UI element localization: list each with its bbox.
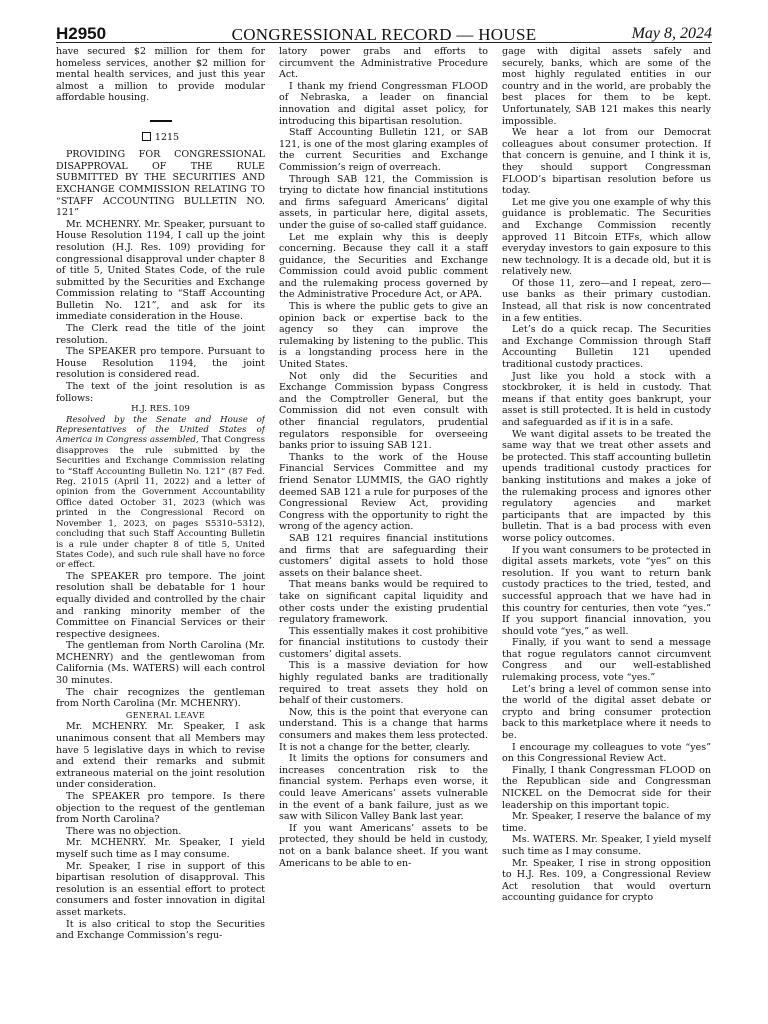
paragraph: The Clerk read the title of the joint resolution. — [56, 323, 265, 346]
paragraph: latory power grabs and efforts to circumvent the Administrative Procedure Act. — [279, 46, 488, 81]
paragraph: Mr. Speaker, I reserve the balance of my time. — [502, 811, 711, 834]
paragraph: Mr. Speaker, I rise in support of this bipartisan resolution of disapproval. This resolution is an essential effort to protect consumers and foster innovation in digital asset markets. — [56, 860, 265, 918]
paragraph: Just like you hold a stock with a stockbroker, it is held in custody. That means if that entity goes bankrupt, your asset is still protected. It is held in custody and safeguarded as if it is in a safe. — [502, 370, 711, 428]
column-3 — [502, 46, 711, 1008]
paragraph: Let me explain why this is deeply concerning. Because they call it a staff guidance, the Securities and Exchange Commission could avoid public comment and the rulemaking process governed by the Administrative Procedure Act, or APA. — [279, 231, 488, 301]
paragraph: We want digital assets to be treated the same way that we treat other assets and be protected. This staff accounting bulletin upends traditional custody practices for banking institutions and makes a joke of the rulemaking process and ignores other regulatory agencies and market participants that are impacted by this bulletin. That is a bad process with even worse policy outcomes. — [502, 428, 711, 544]
paragraph: Ms. WATERS. Mr. Speaker, I yield myself such time as I may consume. — [502, 834, 711, 857]
header-rule — [56, 42, 712, 43]
paragraph: The chair recognizes the gentleman from North Carolina (Mr. MCHENRY). — [56, 686, 265, 710]
paragraph: I encourage my colleagues to vote “yes” on this Congressional Review Act. — [502, 741, 711, 765]
paragraph: We hear a lot from our Democrat colleagues about consumer protection. If that concern is genuine, and I think it is, they should support Congressman FLOOD’s bipartisan resolution before us today. — [502, 127, 711, 197]
square-icon — [142, 132, 151, 141]
paragraph: There was no objection. — [66, 825, 182, 837]
resolution-text — [56, 415, 265, 571]
paragraph: It is also critical to stop the Securities and Exchange Commission’s regu- — [56, 918, 265, 942]
paragraph: Of those 11, zero—and I repeat, zero—use banks as their primary custodian. Instead, all that risk is now concentrated in a few entities. — [502, 277, 711, 324]
page-number: H2950 — [56, 24, 107, 43]
section-number: 1215 — [154, 131, 180, 143]
paragraph: This essentially makes it cost prohibitive for financial institutions to custody their customers’ digital assets. — [279, 625, 488, 660]
paragraph: Let’s do a quick recap. The Securities and Exchange Commission through Staff Accounting Bulletin 121 upended traditional custody practices. — [502, 324, 711, 371]
paragraph: I thank my friend Congressman FLOOD of Nebraska, a leader on financial innovation and digital asset policy, for introducing this bipartisan resolution. — [279, 80, 488, 127]
paragraph: This is a massive deviation for how highly regulated banks are traditionally required to treat assets they hold on behalf of their customers. — [279, 660, 488, 707]
text-columns — [56, 46, 712, 1008]
paragraph: That means banks would be required to take on significant capital liquidity and other costs under the existing prudential regulatory framework. — [279, 579, 488, 626]
paragraph: Finally, I thank Congressman FLOOD on the Republican side and Congressman NICKEL on the Democrat side for their leadership on this important topic. — [502, 764, 711, 811]
resolution-title: H.J. RES. 109 — [131, 404, 190, 415]
resolution-enacting-clause: Resolved by the Senate and House of Representatives of the United States of America in Congress assembled, — [56, 414, 265, 446]
paragraph: Let’s bring a level of common sense into the world of the digital asset debate or crypto and bring consumer protection back to this marketplace where it needs to be. — [502, 683, 711, 742]
paragraph: The SPEAKER pro tempore. The joint resolution shall be debatable for 1 hour equally divided and controlled by the chair and ranking minority member of the Committee on Financial Services or their respective designees. — [56, 570, 265, 640]
paragraph: Staff Accounting Bulletin 121, or SAB 121, is one of the most glaring examples of the current Securities and Exchange Commission’s reign of overreach. — [279, 127, 488, 173]
column-1 — [56, 46, 265, 1008]
section-marker — [56, 132, 265, 144]
section-heading: PROVIDING FOR CONGRESSIONAL DISAPPROVAL OF THE RULE SUBMITTED BY THE SECURITIES AND EXCHANGE COMMISSION RELATING TO “STAFF ACCOUNTING BULLETIN NO. 121” — [56, 149, 265, 219]
paragraph: It limits the options for consumers and increases concentration risk to the financial system. Perhaps even worse, it could leave Americans’ assets vulnerable in the event of a bank failure, just as we saw with Silicon Valley Bank last year. — [279, 753, 488, 823]
paragraph: Mr. MCHENRY. Mr. Speaker, I yield myself such time as I may consume. — [56, 837, 265, 860]
issue-date: May 8, 2024 — [631, 25, 712, 42]
paragraph: gage with digital assets safely and securely, banks, which are some of the most highly regulated entities in our country and in the world, are probably the best places for them to be kept. Unfortunately, SAB 121 makes this nearly impossible. — [502, 46, 711, 127]
section-divider — [56, 114, 265, 126]
paragraph: Let me give you one example of why this guidance is problematic. The Securities and Exchange Commission recently approved 11 Bitcoin ETFs, which allow everyday investors to gain exposure to this new technology. It is a decade old, but it is relatively new. — [502, 196, 711, 278]
paragraph: If you want consumers to be protected in digital assets markets, vote “yes” on this resolution. If you want to return bank custody practices to the tried, tested, and successful approach that we have had in this country for centuries, then vote “yes.” If you support financial innovation, you should vote “yes,” as well. — [502, 544, 711, 637]
paragraph: The SPEAKER pro tempore. Pursuant to House Resolution 1194, the joint resolution is considered read. — [56, 346, 265, 381]
paragraph: Finally, if you want to send a message that rogue regulators cannot circumvent Congress and our well-established rulemaking process, vote “yes.” — [502, 637, 711, 684]
paragraph: Thanks to the work of the House Financial Services Committee and my friend Senator LUMMIS, the GAO rightly deemed SAB 121 a rule for purposes of the Congressional Review Act, providing Congress with the opportunity to right the wrong of the agency action. — [279, 451, 488, 533]
paragraph: The gentleman from North Carolina (Mr. MCHENRY) and the gentlewoman from California (Ms. WATERS) will each control 30 minutes. — [56, 640, 265, 687]
paragraph: Through SAB 121, the Commission is trying to dictate how financial institutions and firms safeguard Americans’ digital assets, in particular here, digital assets, under the guise of so-called staff guidance. — [279, 173, 488, 231]
paragraph: SAB 121 requires financial institutions and firms that are safeguarding their customers’ digital assets to hold those assets on their balance sheet. — [279, 532, 488, 579]
journal-title: CONGRESSIONAL RECORD — HOUSE — [231, 25, 537, 44]
paragraph: have secured $2 million for them for homeless services, another $2 million for mental health services, and just this year almost a million to provide modular affordable housing. — [56, 46, 265, 104]
subheading: GENERAL LEAVE — [125, 710, 206, 720]
column-2 — [279, 46, 488, 1008]
resolution-body: That Congress disapproves the rule submitted by the Securities and Exchange Commission relating to “Staff Accounting Bulletin No. 121” (87 Fed. Reg. 21015 (April 11, 2022) and a letter of opinion from the Government Accountability Office dated October 31, 2023 (which was printed in the Congressional Record on November 1, 2023, on pages S5310–5312), concluding that such Staff Accounting Bulletin is a rule under chapter 8 of title 5, United States Code), and such rule shall have no force or effect. — [56, 435, 265, 571]
paragraph: Not only did the Securities and Exchange Commission bypass Congress and the Comptroller General, but the Commission did not even consult with other financial regulators, prudential regulators responsible for overseeing banks prior to issuing SAB 121. — [279, 370, 488, 452]
paragraph: The SPEAKER pro tempore. Is there objection to the request of the gentleman from North Carolina? — [56, 791, 265, 826]
paragraph: Mr. MCHENRY. Mr. Speaker, I ask unanimous consent that all Members may have 5 legislative days in which to revise and extend their remarks and submit extraneous material on the joint resolution under consideration. — [56, 721, 265, 791]
paragraph: Mr. Speaker, I rise in strong opposition to H.J. Res. 109, a Congressional Review Act resolution that would overturn accounting guidance for crypto — [502, 857, 711, 904]
paragraph: Now, this is the point that everyone can understand. This is a change that harms consumers and makes them less protected. It is not a change for the better, clearly. — [279, 706, 488, 753]
paragraph: The text of the joint resolution is as follows: — [56, 381, 265, 404]
paragraph: This is where the public gets to give an opinion back or expertise back to the agency so they can improve the rulemaking by listening to the public. This is a longstanding process here in the United States. — [279, 301, 488, 371]
paragraph: Mr. MCHENRY. Mr. Speaker, pursuant to House Resolution 1194, I call up the joint resolution (H.J. Res. 109) providing for congressional disapproval under chapter 8 of title 5, United States Code, of the rule submitted by the Securities and Exchange Commission relating to “Staff Accounting Bulletin No. 121”, and ask for its immediate consideration in the House. — [56, 218, 265, 323]
page-header — [56, 20, 712, 48]
paragraph: If you want Americans’ assets to be protected, they should be held in custody, not on a bank balance sheet. If you want Americans to be able to en- — [279, 822, 488, 869]
